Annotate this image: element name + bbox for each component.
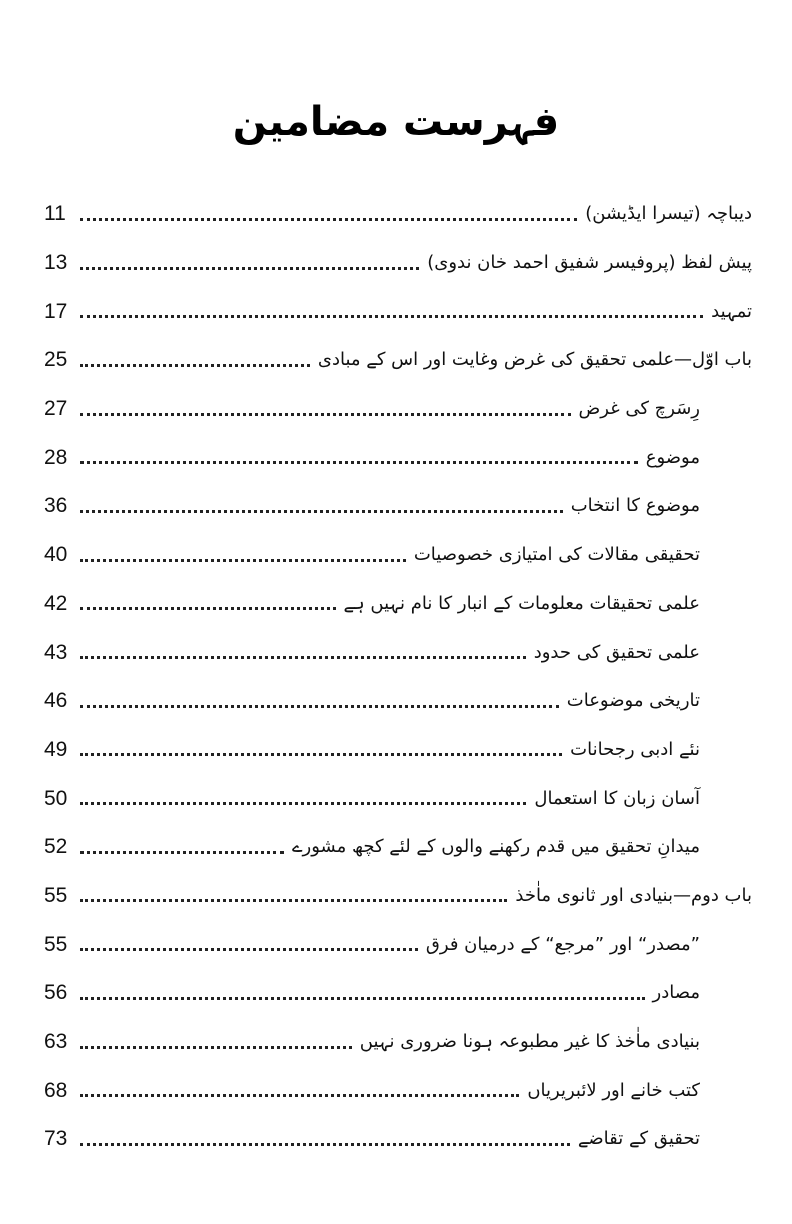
toc-page-number: 63 [44, 1030, 68, 1054]
toc-entry-title: باب دوم—بنیادی اور ثانوی ماٰخذ [515, 884, 752, 906]
toc-page-number: 13 [44, 251, 68, 275]
dot-leader [80, 1032, 352, 1049]
dot-leader [80, 642, 526, 659]
toc-page-number: 28 [44, 445, 68, 469]
dot-leader [80, 983, 645, 1000]
toc-page-number: 17 [44, 299, 68, 323]
toc-subentry [44, 628, 752, 677]
toc-page-number: 55 [44, 932, 68, 956]
toc-entry-title: موضوع [645, 446, 700, 468]
toc-page-number: 25 [44, 348, 68, 372]
toc-entry-title: باب اوّل—علمی تحقیق کی غرض وغایت اور اس کے مبادی [317, 349, 752, 371]
toc-subentry [44, 580, 752, 629]
page-title: فہرست مضامین [232, 99, 560, 145]
toc-entry-title: پیش لفظ (پروفیسر شفیق احمد خان ندوی) [427, 252, 752, 274]
dot-leader [80, 350, 310, 367]
toc-page-number: 42 [44, 591, 68, 615]
toc-subentry [44, 482, 752, 531]
toc-page-number: 56 [44, 981, 68, 1005]
dot-leader [80, 1080, 519, 1097]
dot-leader [80, 447, 638, 464]
toc-entry-title: تمہید [711, 300, 752, 322]
toc-entry-title: رِسَرچ کی غرض [578, 398, 700, 420]
dot-leader [80, 301, 703, 318]
dot-leader [80, 739, 562, 756]
toc-subentry [44, 726, 752, 775]
dot-leader [80, 253, 419, 270]
dot-leader [80, 788, 526, 805]
dot-leader [80, 691, 559, 708]
toc-subentry [44, 385, 752, 434]
toc-subentry [44, 1115, 752, 1164]
toc-entry [44, 872, 752, 921]
toc-entry-title: کتب خانے اور لائبریریاں [527, 1079, 700, 1101]
toc-subentry [44, 920, 752, 969]
toc-entry-title: دیباچہ (تیسرا ایڈیشن) [585, 203, 752, 225]
dot-leader [80, 885, 507, 902]
toc-page-number: 43 [44, 640, 68, 664]
toc-page-number: 27 [44, 397, 68, 421]
toc-subentry [44, 969, 752, 1018]
toc-subentry [44, 774, 752, 823]
toc-entry [44, 336, 752, 385]
toc-entry [44, 287, 752, 336]
toc-page-number: 46 [44, 689, 68, 713]
toc-subentry [44, 823, 752, 872]
dot-leader [80, 934, 418, 951]
toc-entry-title: آسان زبان کا استعمال [534, 787, 700, 809]
toc-subentry [44, 677, 752, 726]
dot-leader [80, 837, 284, 854]
toc-entry [44, 239, 752, 288]
toc-subentry [44, 433, 752, 482]
toc-page-number: 73 [44, 1127, 68, 1151]
dot-leader [80, 399, 571, 416]
toc-page-number: 11 [44, 202, 66, 226]
toc-page-number: 52 [44, 835, 68, 859]
toc-entry-title: موضوع کا انتخاب [570, 495, 700, 517]
dot-leader [80, 204, 577, 221]
dot-leader [80, 593, 336, 610]
dot-leader [80, 496, 563, 513]
toc-page-number: 50 [44, 786, 68, 810]
toc-entry-title: مصادر [652, 982, 700, 1004]
toc-page-number: 55 [44, 883, 68, 907]
dot-leader [80, 545, 406, 562]
table-of-contents [44, 190, 752, 1164]
toc-entry-title: بنیادی ماٰخذ کا غیر مطبوعہ ہونا ضروری نہیں [359, 1031, 700, 1053]
toc-page-number: 36 [44, 494, 68, 518]
toc-entry-title: تحقیق کے تقاضے [577, 1128, 700, 1150]
toc-entry-title: تحقیقی مقالات کی امتیازی خصوصیات [413, 544, 700, 566]
toc-page-number: 40 [44, 543, 68, 567]
toc-subentry [44, 1018, 752, 1067]
toc-entry-title: علمی تحقیق کی حدود [533, 641, 700, 663]
toc-entry [44, 190, 752, 239]
toc-page-number: 49 [44, 737, 68, 761]
toc-entry-title: میدانِ تحقیق میں قدم رکھنے والوں کے لئے کچھ مشورے [292, 836, 700, 858]
toc-entry-title: ”مصدر“ اور ”مرجع“ کے درمیان فرق [425, 933, 700, 955]
toc-entry-title: نئے ادبی رجحانات [570, 738, 700, 760]
toc-subentry [44, 531, 752, 580]
toc-page-number: 68 [44, 1078, 68, 1102]
toc-entry-title: تاریخی موضوعات [566, 690, 700, 712]
dot-leader [80, 1129, 570, 1146]
toc-subentry [44, 1066, 752, 1115]
toc-entry-title: علمی تحقیقات معلومات کے انبار کا نام نہیں ہے [343, 592, 700, 614]
